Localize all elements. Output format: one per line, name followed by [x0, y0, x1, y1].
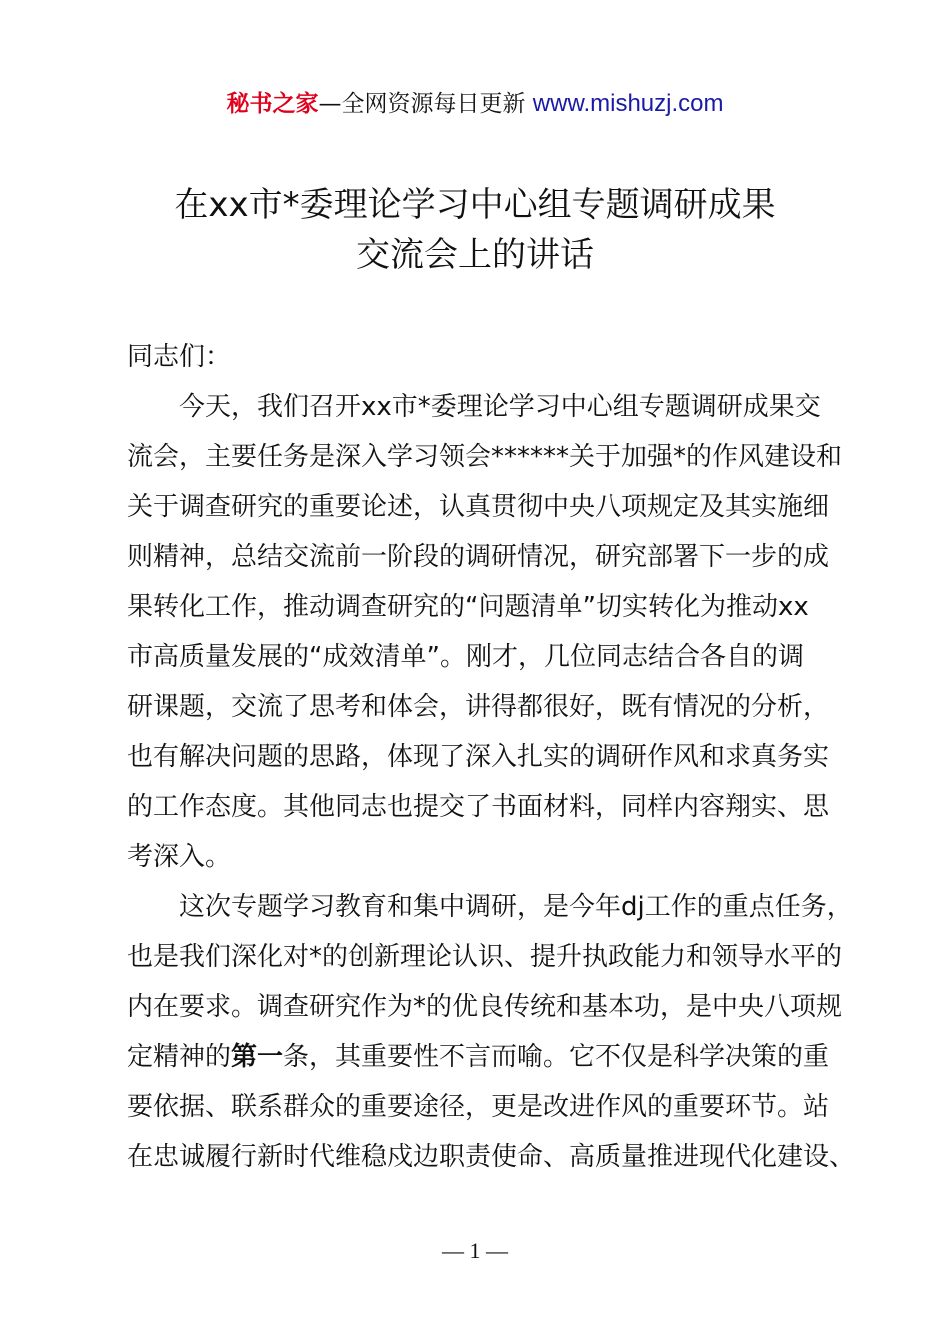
paragraph-line: 在忠诚履行新时代维稳戍边职责使命、高质量推进现代化建设、 [127, 1142, 856, 1172]
paragraph-1 [127, 382, 857, 882]
site-brand: 秘书之家 [226, 91, 319, 117]
paragraph-line [127, 1032, 857, 1082]
paragraph-line: 也是我们深化对*的创新理论认识、提升执政能力和领导水平的 [127, 942, 843, 972]
paragraph-line: 则精神，总结交流前一阶段的调研情况，研究部署下一步的成 [127, 542, 830, 572]
text-segment: 定精神的 [127, 1042, 232, 1072]
paragraph-line: 研课题，交流了思考和体会，讲得都很好，既有情况的分析， [127, 692, 830, 722]
paragraph-line: 流会，主要任务是深入学习领会******关于加强*的作风建设和 [127, 442, 843, 472]
site-tagline: —全网资源每日更新 [318, 91, 533, 117]
text-segment: 条，其重要性不言而喻。它不仅是科学决策的重 [283, 1042, 830, 1072]
paragraph-line: 今天，我们召开xx市*委理论学习中心组专题调研成果交 [179, 392, 821, 422]
bold-text: 第一 [231, 1042, 284, 1072]
title-line-1: 在xx市*委理论学习中心组专题调研成果 [174, 185, 776, 225]
paragraph-line: 果转化工作，推动调查研究的“问题清单”切实转化为推动xx [127, 592, 809, 622]
paragraph-line: 内在要求。调查研究作为*的优良传统和基本功，是中央八项规 [127, 992, 843, 1022]
page-number: — 1 — [442, 1238, 508, 1263]
document-title [0, 180, 950, 280]
site-url-link[interactable]: www.mishuzj.com [532, 90, 724, 117]
paragraph-line: 关于调查研究的重要论述，认真贯彻中央八项规定及其实施细 [127, 492, 830, 522]
paragraph-line: 市高质量发展的“成效清单”。刚才，几位同志结合各自的调 [127, 642, 804, 672]
paragraph-line: 这次专题学习教育和集中调研，是今年dj工作的重点任务， [179, 892, 853, 922]
salutation: 同志们： [127, 342, 232, 372]
document-body [127, 332, 857, 1182]
title-line-2: 交流会上的讲话 [356, 235, 594, 275]
paragraph-2 [127, 882, 857, 1182]
paragraph-line: 要依据、联系群众的重要途径，更是改进作风的重要环节。站 [127, 1092, 830, 1122]
paragraph-line: 的工作态度。其他同志也提交了书面材料，同样内容翔实、思 [127, 792, 830, 822]
paragraph-line: 也有解决问题的思路，体现了深入扎实的调研作风和求真务实 [127, 742, 830, 772]
paragraph-line: 考深入。 [127, 842, 232, 872]
site-header [0, 86, 950, 122]
